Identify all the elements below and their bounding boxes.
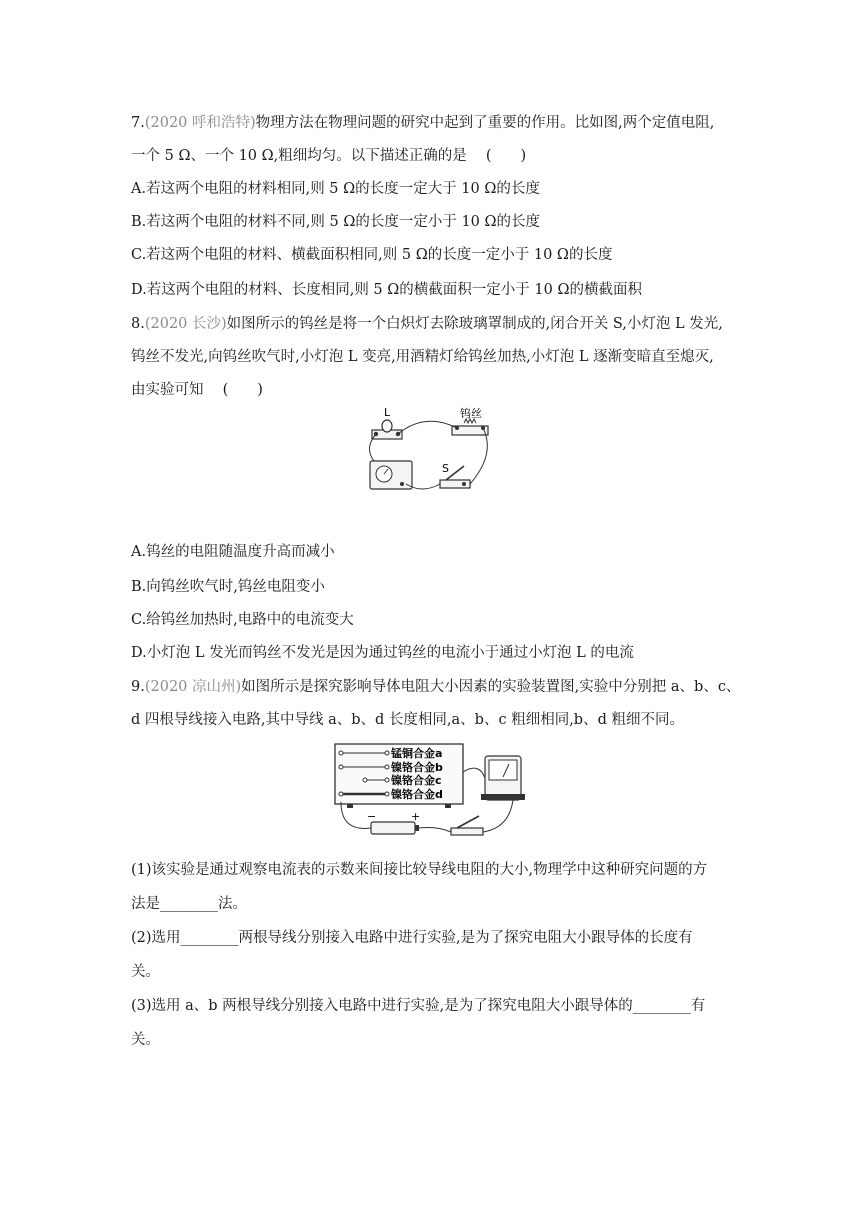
wire-a-label: 锰铜合金a bbox=[391, 747, 443, 760]
wire-d-label: 镍铬合金d bbox=[391, 788, 443, 801]
battery-minus-label: − bbox=[367, 810, 377, 823]
wire-c-label: 镍铬合金c bbox=[391, 774, 442, 787]
battery-plus-label: + bbox=[411, 810, 421, 823]
q9-sub3-line2: 关。 bbox=[131, 1032, 160, 1048]
q8-option-b: B.向钨丝吹气时,钨丝电阻变小 bbox=[131, 579, 325, 595]
q9-switch-lever bbox=[457, 816, 479, 828]
q9-number: 9. bbox=[131, 679, 145, 695]
tungsten-label: 钨丝 bbox=[460, 407, 482, 420]
wire-b-terminal-left bbox=[339, 765, 343, 769]
q9-sub1-line2: 法是________法。 bbox=[131, 896, 247, 912]
lamp-bulb bbox=[382, 420, 392, 432]
wire-b-label: 镍铬合金b bbox=[391, 761, 443, 774]
q7-stem-line2: 一个 5 Ω、一个 10 Ω,粗细均匀。以下描述正确的是 ( ) bbox=[131, 148, 527, 164]
wire-b-terminal-right bbox=[385, 765, 389, 769]
board-foot-right bbox=[445, 804, 451, 808]
wire-c-terminal-right bbox=[385, 778, 389, 782]
q9-sub1-line1: (1)该实验是通过观察电流表的示数来间接比较导线电阻的大小,物理学中这种研究问题的方 bbox=[131, 862, 708, 878]
q9-sub2-line2: 关。 bbox=[131, 964, 160, 980]
meter-terminal bbox=[400, 482, 404, 486]
q7-option-c: C.若这两个电阻的材料、横截面积相同,则 5 Ω的长度一定小于 10 Ω的长度 bbox=[131, 247, 613, 263]
q8-circuit-drawing bbox=[360, 404, 500, 496]
wire-tungsten-switch bbox=[470, 428, 487, 484]
q8-option-a: A.钨丝的电阻随温度升高而减小 bbox=[131, 544, 335, 560]
switch-label: S bbox=[442, 462, 449, 475]
ammeter-base bbox=[481, 794, 525, 800]
q9-sub2-line1: (2)选用________两根导线分别接入电路中进行实验,是为了探究电阻大小跟导体的长度有 bbox=[131, 930, 693, 946]
q8-option-d: D.小灯泡 L 发光而钨丝不发光是因为通过钨丝的电流小于通过小灯泡 L 的电流 bbox=[131, 645, 634, 661]
lamp-label: L bbox=[384, 406, 391, 419]
switch-terminal bbox=[462, 482, 466, 486]
wire-d-terminal-right bbox=[385, 792, 389, 796]
board-foot-left bbox=[347, 804, 353, 808]
wire-switch-ammeter bbox=[483, 800, 513, 832]
q9-stem-text: 如图所示是探究影响导体电阻大小因素的实验装置图,实验中分别把 a、b、c、 bbox=[241, 679, 741, 695]
q8-stem-line2: 钨丝不发光,向钨丝吹气时,小灯泡 L 变亮,用酒精灯给钨丝加热,小灯泡 L 逐渐变暗直至熄灭, bbox=[131, 349, 714, 365]
q8-option-c: C.给钨丝加热时,电路中的电流变大 bbox=[131, 612, 354, 628]
q8-stem-text: 如图所示的钨丝是将一个白炽灯去除玻璃罩制成的,闭合开关 S,小灯泡 L 发光, bbox=[226, 316, 723, 332]
wire-board-ammeter bbox=[463, 768, 485, 778]
wire-c-terminal-left bbox=[363, 778, 367, 782]
q9-switch-base bbox=[451, 828, 483, 835]
q7-number: 7. bbox=[131, 115, 145, 131]
q7-source: (2020 呼和浩特) bbox=[144, 115, 256, 131]
q7-stem-line1 bbox=[131, 113, 714, 133]
battery bbox=[371, 822, 415, 834]
q7-option-d: D.若这两个电阻的材料、长度相同,则 5 Ω的横截面积一定小于 10 Ω的横截面积 bbox=[131, 282, 642, 298]
q7-option-b: B.若这两个电阻的材料不同,则 5 Ω的长度一定小于 10 Ω的长度 bbox=[131, 214, 541, 230]
wire-lamp-tungsten bbox=[398, 421, 457, 434]
wire-d-terminal-left bbox=[339, 792, 343, 796]
q9-sub3-line1: (3)选用 a、b 两根导线分别接入电路中进行实验,是为了探究电阻大小跟导体的________有 bbox=[131, 998, 706, 1014]
q8-circuit-figure bbox=[360, 404, 500, 496]
q8-source: (2020 长沙) bbox=[144, 316, 227, 332]
q9-apparatus-drawing bbox=[333, 742, 529, 846]
q9-stem-line2: d 四根导线接入电路,其中导线 a、b、d 长度相同,a、b、c 粗细相同,b、d 粗细不同。 bbox=[131, 712, 684, 728]
wire-a-terminal-right bbox=[385, 751, 389, 755]
q8-number: 8. bbox=[131, 316, 145, 332]
q9-stem-line1 bbox=[131, 677, 740, 697]
q7-option-a: A.若这两个电阻的材料相同,则 5 Ω的长度一定大于 10 Ω的长度 bbox=[131, 181, 540, 197]
q8-stem-line1 bbox=[131, 314, 723, 334]
wire-a-terminal-left bbox=[339, 751, 343, 755]
battery-terminal bbox=[415, 825, 419, 831]
wire-battery-switch bbox=[419, 828, 451, 833]
q8-stem-line3: 由实验可知 ( ) bbox=[131, 382, 263, 398]
q7-stem-text: 物理方法在物理问题的研究中起到了重要的作用。比如图,两个定值电阻, bbox=[255, 115, 715, 131]
q9-source: (2020 凉山州) bbox=[144, 679, 242, 695]
q9-apparatus-figure bbox=[333, 742, 529, 846]
